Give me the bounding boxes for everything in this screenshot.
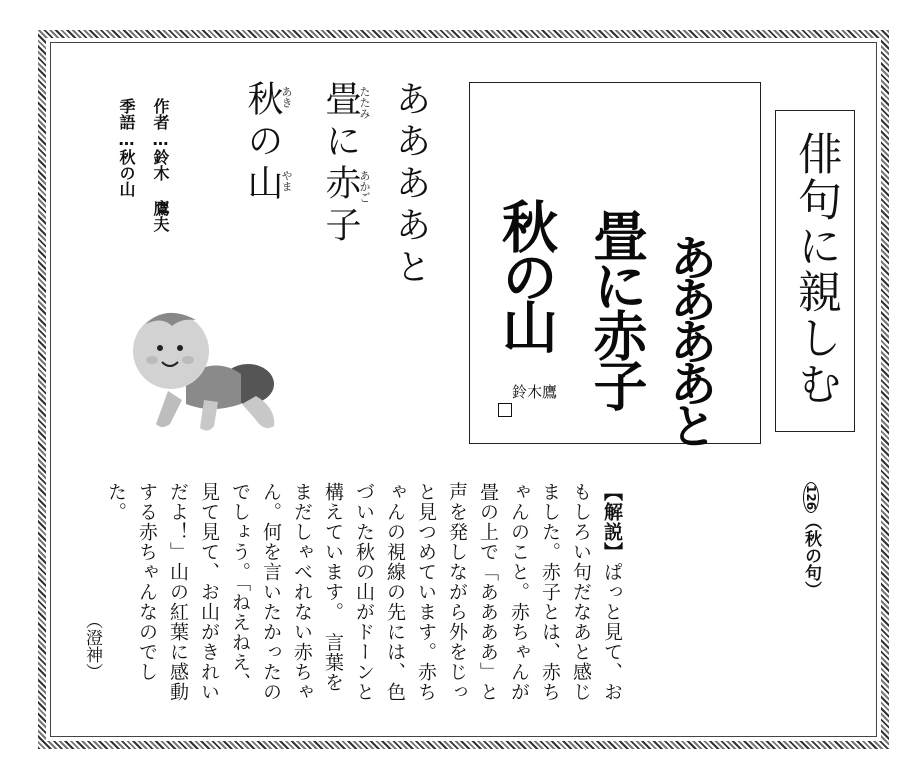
baby-eye: [177, 345, 183, 351]
seal-icon: [498, 403, 512, 417]
haiku-line-2: 畳に赤子: [320, 80, 361, 248]
commentary-text: [100, 482, 627, 712]
commentary-body: ぱっと見て、おもしろい句だなあと感じました。赤子とは、赤ちゃんのこと。赤ちゃんが畳の上で「ああああ」と声を発しながら外をじっと見つめています。赤ちゃんの視線の先には、色づいた秋の山がドーンと構えています。 言葉をまだしゃべれない赤ちゃん。何を言いたかったのでしょう。「ねえねえ、見て見て、お山がきれいだよ！」山の紅葉に感動する赤ちゃんなのでした。: [105, 482, 623, 702]
poem-number: 126: [803, 482, 819, 513]
crawling-baby-illustration: [116, 296, 286, 438]
calligraphy-box: [469, 82, 761, 444]
calligraphy-line-2: 畳に赤子: [585, 208, 649, 408]
poem-number-label: [800, 482, 822, 598]
haiku-ruby: たたみ: [358, 86, 371, 119]
haiku-line-1: ああああと: [390, 80, 431, 290]
commentary-heading: 【解説】: [601, 482, 623, 562]
calligraphy-line-3: 秋の山: [493, 198, 559, 348]
baby-arm: [156, 391, 182, 427]
calligraphy-line-1: ああああと: [661, 233, 717, 443]
haiku-line-3: 秋の山: [242, 80, 283, 206]
commentary-signature: （澄神）: [82, 612, 102, 680]
series-title-box: [775, 110, 855, 432]
author-line: 作者…鈴木 鷹夫: [151, 98, 170, 232]
baby-eye: [157, 345, 163, 351]
season-word-line: 季語…秋の山: [117, 98, 136, 197]
haiku-ruby: やま: [280, 170, 293, 192]
haiku-ruby: あかご: [358, 170, 371, 203]
calligraphy-signature: 鈴木鷹: [512, 383, 558, 401]
series-title: 俳句に親しむ: [790, 131, 841, 407]
haiku-ruby: あき: [280, 86, 293, 108]
season-label: （秋の句）: [801, 513, 821, 599]
